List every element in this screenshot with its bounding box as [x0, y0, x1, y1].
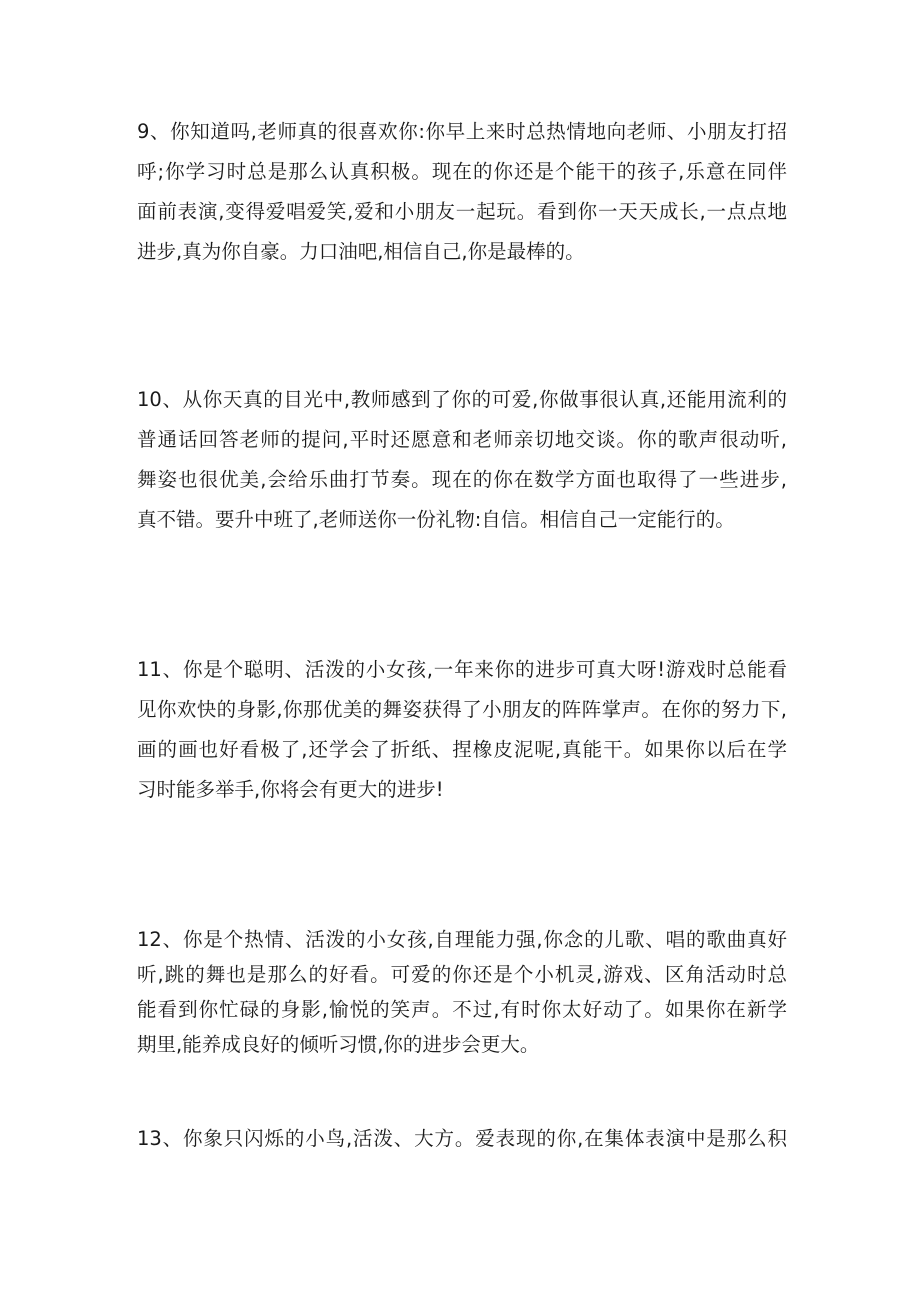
text-line: 进步,真为你自豪。力口油吧,相信自己,你是最棒的。: [137, 240, 585, 263]
text-line: 普通话回答老师的提问,平时还愿意和老师亲切地交谈。你的歌声很动听,: [137, 428, 787, 451]
paragraph-10: [137, 380, 787, 540]
paragraph-9: [137, 112, 787, 272]
paragraph-13: [137, 1119, 787, 1159]
text-line: 面前表演,变得爱唱爱笑,爱和小朋友一起玩。看到你一天天成长,一点点地: [137, 200, 787, 223]
text-line: 习时能多举手,你将会有更大的进步!: [137, 778, 444, 801]
paragraph-11: [137, 650, 787, 810]
text-line: 12、你是个热情、活泼的小女孩,自理能力强,你念的儿歌、唱的歌曲真好: [137, 928, 787, 951]
text-line: 13、你象只闪烁的小鸟,活泼、大方。爱表现的你,在集体表演中是那么积: [137, 1127, 787, 1150]
text-line: 画的画也好看极了,还学会了折纸、捏橡皮泥呢,真能干。如果你以后在学: [137, 738, 787, 761]
text-line: 11、你是个聪明、活泼的小女孩,一年来你的进步可真大呀!游戏时总能看: [137, 658, 787, 681]
text-line: 舞姿也很优美,会给乐曲打节奏。现在的你在数学方面也取得了一些进步,: [137, 468, 787, 491]
text-line: 期里,能养成良好的倾听习惯,你的进步会更大。: [137, 1033, 540, 1056]
paragraph-12: [137, 922, 787, 1062]
text-line: 9、你知道吗,老师真的很喜欢你:你早上来时总热情地向老师、小朋友打招: [137, 120, 787, 143]
text-line: 呼;你学习时总是那么认真积极。现在的你还是个能干的孩子,乐意在同伴: [137, 160, 787, 183]
text-line: 10、从你天真的目光中,教师感到了你的可爱,你做事很认真,还能用流利的: [137, 388, 787, 411]
text-line: 能看到你忙碌的身影,愉悦的笑声。不过,有时你太好动了。如果你在新学: [137, 998, 787, 1021]
text-line: 真不错。要升中班了,老师送你一份礼物:自信。相信自己一定能行的。: [137, 508, 735, 531]
text-line: 听,跳的舞也是那么的好看。可爱的你还是个小机灵,游戏、区角活动时总: [137, 963, 787, 986]
text-line: 见你欢快的身影,你那优美的舞姿获得了小朋友的阵阵掌声。在你的努力下,: [137, 698, 787, 721]
